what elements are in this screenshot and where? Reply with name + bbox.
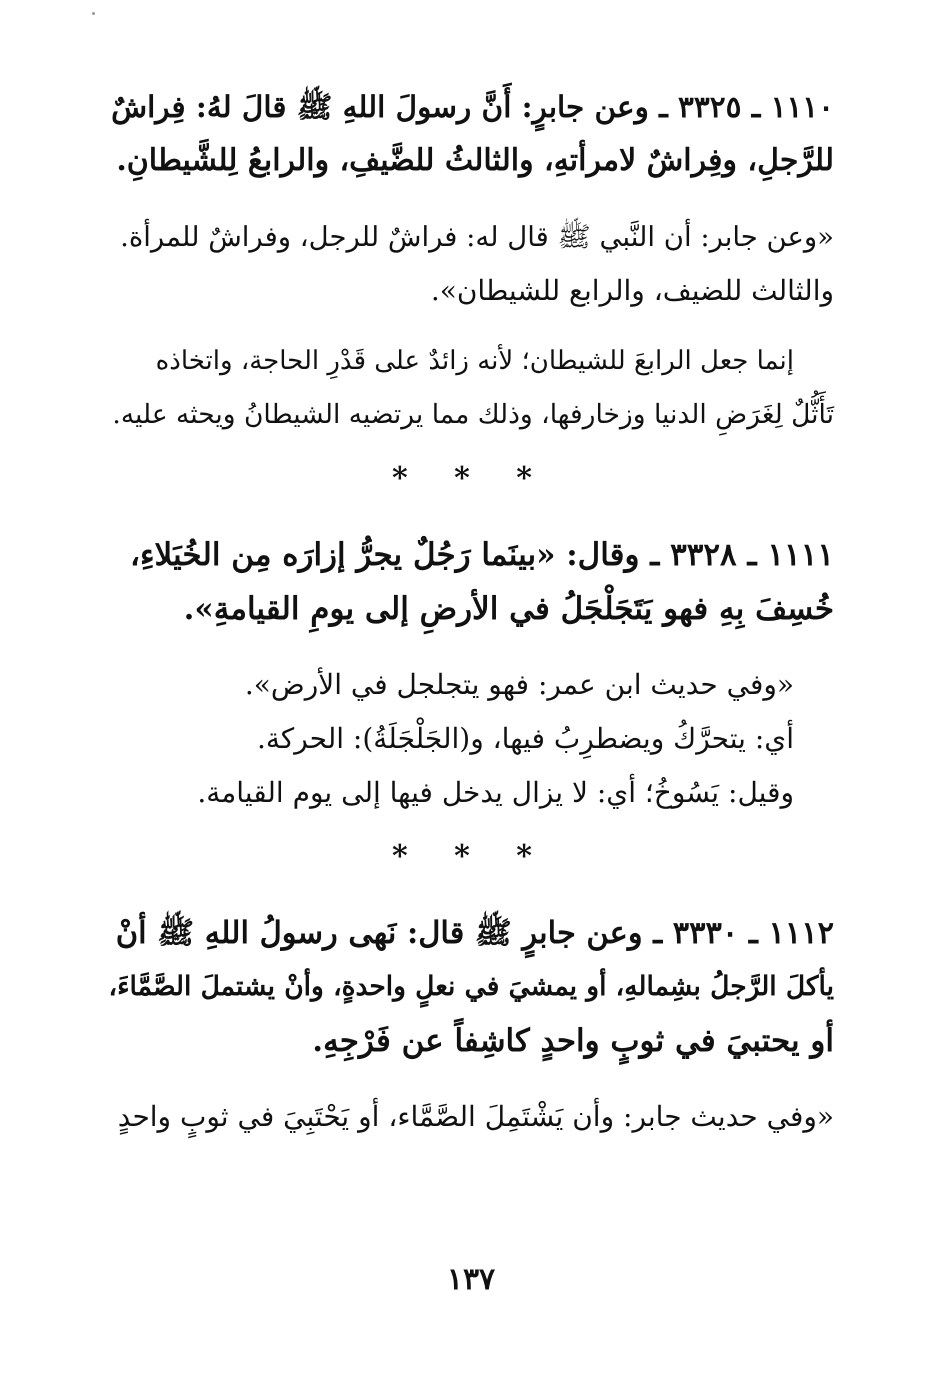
hadith-1112-quote	[108, 1090, 834, 1144]
page-number: ١٣٧	[446, 1262, 496, 1297]
hadith-1110-line-1: ١١١٠ ـ ٣٣٢٥ ـ وعن جابرٍ: أَنَّ رسولَ اللهِ ﷺ قالَ لهُ: فِراشٌ	[111, 89, 834, 124]
hadith-1111-commentary-line-2: أي: يتحرَّكُ ويضطرِبُ فيها، و(الجَلْجَلَةُ): الحركة.	[256, 722, 794, 755]
hadith-1111-commentary-line-3: وقيل: يَسُوخُ؛ أي: لا يزال يدخل فيها إلى يوم القيامة.	[197, 776, 794, 809]
hadith-1112-line-3: أو يحتبيَ في ثوبٍ واحدٍ كاشِفاً عن فَرْجِهِ.	[312, 1023, 834, 1059]
hadith-1111-commentary-line-1: «وفي حديث ابن عمر: فهو يتجلجل في الأرض».	[244, 668, 794, 701]
hadith-1112-line-2: يأكلَ الرَّجلُ بشِمالهِ، أو يمشيَ في نعلٍ واحدةٍ، وأنْ يشتملَ الصَّمَّاءَ،	[108, 971, 834, 1002]
hadith-1110-line-2: للرَّجلِ، وفِراشٌ لامرأتهِ، والثالثُ للضَّيفِ، والرابعُ لِلشَّيطانِ.	[116, 143, 834, 178]
hadith-1112-line-1: ١١١٢ ـ ٣٣٣٠ ـ وعن جابرٍ ﷺ قال: نَهى رسولُ اللهِ ﷺ أنْ	[115, 915, 834, 951]
hadith-1110-quote-line-1: «وعن جابر: أن النَّبي ﷺ قال له: فراشٌ للرجل، وفراشٌ للمرأة.	[120, 221, 834, 253]
hadith-1111-line-2: خُسِفَ بِهِ فهو يَتَجَلْجَلُ في الأرضِ إلى يومِ القيامةِ».	[183, 591, 834, 627]
hadith-1110-explanation	[108, 334, 834, 442]
section-separator: * * *	[392, 461, 550, 496]
section-separator: * * *	[392, 839, 550, 874]
hadith-1112	[108, 906, 834, 1068]
hadith-1111-line-1: ١١١١ ـ ٣٣٢٨ ـ وقال: «بينَما رَجُلٌ يجرُّ إزارَه مِن الخُيَلاءِ،	[129, 537, 834, 573]
hadith-1110-quote-line-2: والثالث للضيف، والرابع للشيطان».	[430, 274, 834, 307]
hadith-1110-explanation-line-1: إنما جعل الرابعَ للشيطان؛ لأنه زائدٌ على قَدْرِ الحاجة، واتخاذه	[155, 346, 794, 376]
hadith-1111-commentary	[108, 658, 834, 820]
hadith-1110-explanation-line-2: تَأَثُّلٌ لِغَرَضِ الدنيا وزخارفها، وذلك مما يرتضيه الشيطانُ ويحثه عليه.	[112, 399, 834, 430]
scan-speck	[92, 12, 95, 15]
page-body	[108, 80, 834, 1144]
hadith-1112-quote-line-1: «وفي حديث جابر: وأن يَشْتَمِلَ الصَّمَّاء، أو يَحْتَبِيَ في ثوبٍ واحدٍ	[117, 1100, 834, 1133]
hadith-1110-quote	[108, 210, 834, 318]
hadith-1110	[108, 80, 834, 188]
hadith-1111	[108, 528, 834, 636]
